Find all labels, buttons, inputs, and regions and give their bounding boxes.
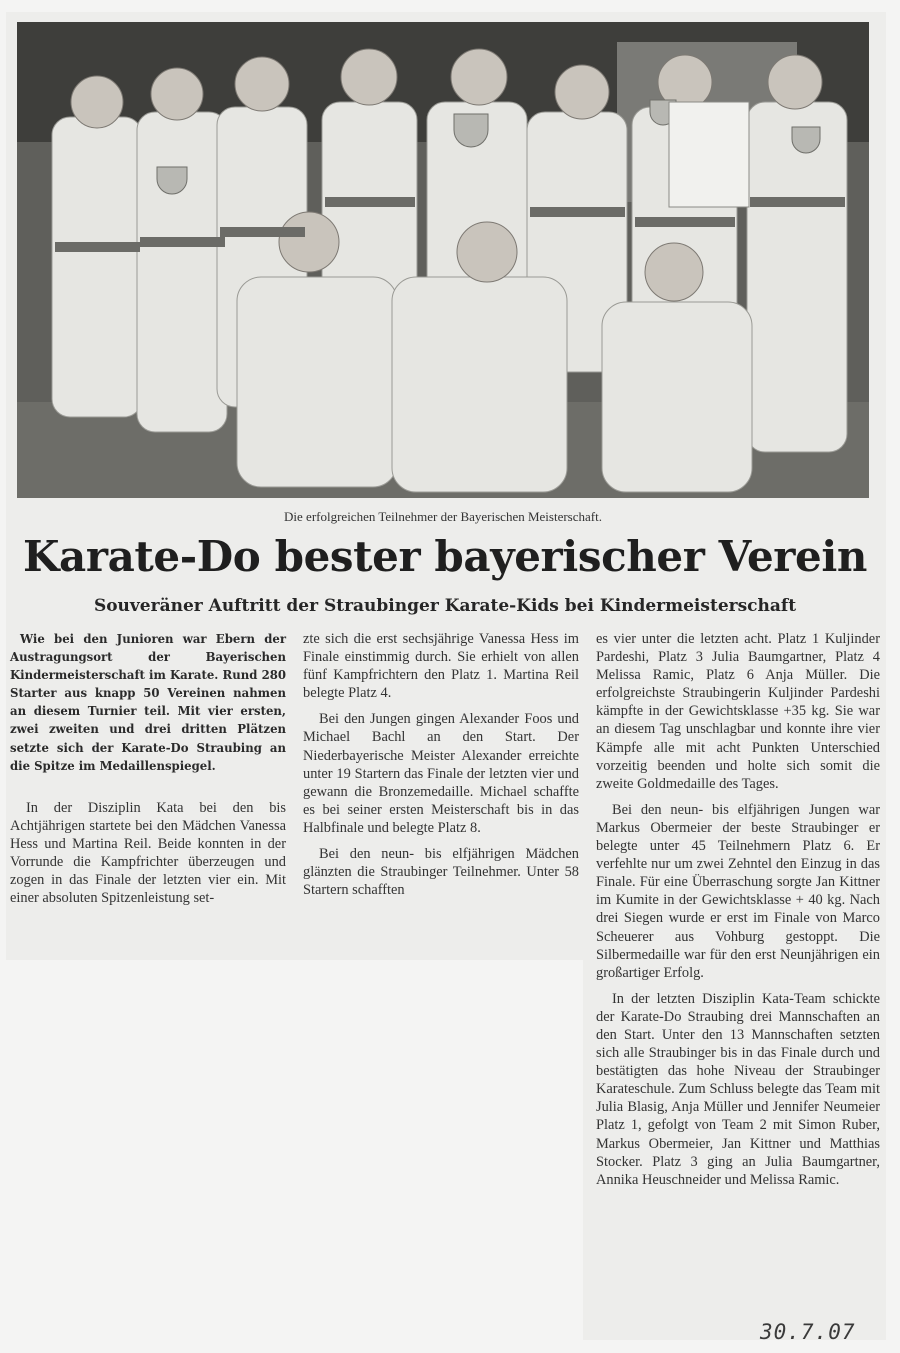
handwritten-date-stamp: 30.7.07 [760,1320,856,1344]
article-paragraph: In der letzten Disziplin Kata-Team schickte der Karate-Do Straubing drei Mannschaften an den Start. Unter den 13 Mannschaften setzten sich alle Straubinger bis in das Finale durch und bestätigten das hohe Niveau der Straubinger Karateschule. Zum Schluss belegte das Team mit Julia Blasig, Anja Müller und Jennifer Neumeier Platz 1, gefolgt von Team 2 mit Simon Ruber, Markus Obermeier, Jan Kittner und Matthias Stocker. Platz 3 ging an Julia Baumgartner, Annika Heuschneider und Melissa Ramic. [596,990,880,1188]
article-paragraph: es vier unter die letzten acht. Platz 1 Kuljinder Pardeshi, Platz 3 Julia Baumgartner, Platz 4 Melissa Ramic, Platz 6 Anja Müller. Die erfolgreichste Straubingerin Kuljinder Pardeshi kämpfte in der Gewichtsklasse +35 kg. Sie war an diesem Tag unschlagbar und konnte ihre vier Kämpfe alle mit acht Punkten Unterschied vorzeitig beenden und holte sich somit die zweite Goldmedaille des Tages. [596,631,880,792]
article-headline: Karate-Do bester bayerischer Verein [22,532,868,581]
team-photo [17,22,869,498]
article-paragraph: zte sich die erst sechsjährige Vanessa Hess im Finale einstimmig durch. Sie erhielt von allen fünf Kampfrichtern den Platz 1. Martina Reil belegte Platz 4. [303,631,579,702]
article-paragraph: Bei den neun- bis elfjährigen Jungen war Markus Obermeier der beste Straubinger er belegte unter 45 Teilnehmern Platz 6. Er verfehlte nur um zwei Zehntel den Einzug in das Finale. Für eine Überraschung sorgte Jan Kittner im Kumite in der Gewichtsklasse + 40 kg. Nach drei Siegen wurde er erst im Finale von Marco Scheuerer aus Vohburg gestoppt. Die Silbermedaille war für den erst Neunjährigen ein großartiger Erfolg. [596,801,880,981]
photo-caption: Die erfolgreichen Teilnehmer der Bayerischen Meisterschaft. [284,509,602,524]
article-paragraph: Bei den neun- bis elfjährigen Mädchen glänzten die Straubinger Teilnehmer. Unter 58 Startern schafften [303,846,579,899]
article-column-2 [303,630,579,899]
team-photo-illustration [17,22,869,498]
article-column-1 [10,630,286,907]
article-subheadline: Souveräner Auftritt der Straubinger Karate-Kids bei Kindermeisterschaft [93,596,797,616]
article-paragraph: In der Disziplin Kata bei den bis Achtjährigen startete bei den Mädchen Vanessa Hess und Martina Reil. Beide konnten in der Vorrunde die Kampfrichter überzeugen und zogen in das Finale der letzten vier ein. Mit einer absoluten Spitzenleistung set- [10,799,286,907]
article-column-3 [596,630,880,1189]
article-lead-paragraph: Wie bei den Junioren war Ebern der Austragungsort der Bayerischen Kindermeisterschaft im Karate. Rund 280 Starter aus knapp 50 Vereinen nahmen an diesem Turnier teil. Mit vier ersten, zwei zweiten und drei dritten Plätzen setzte sich der Karate-Do Straubing an die Spitze im Medaillenspiegel. [10,632,286,773]
article-paragraph: Bei den Jungen gingen Alexander Foos und Michael Bachl an den Start. Der Niederbayerische Meister Alexander erreichte unter 19 Startern das Finale der letzten vier und gewann die Bronzemedaille. Michael schaffte es bei seiner ersten Meisterschaft bis in das Halbfinale und belegte Platz 8. [303,711,579,836]
